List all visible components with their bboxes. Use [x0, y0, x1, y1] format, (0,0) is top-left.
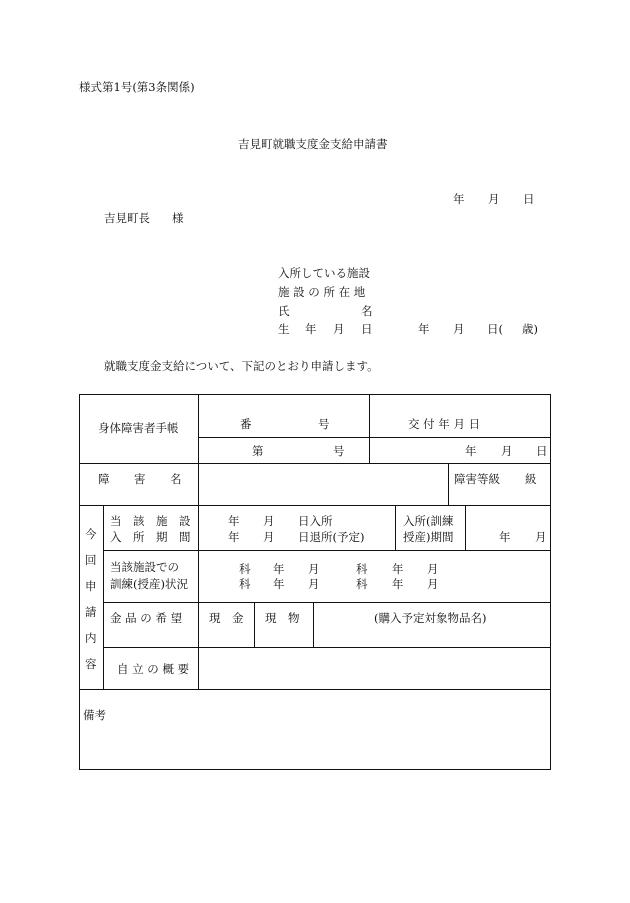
facility-address-label: 施 設 の 所 在 地	[278, 285, 366, 299]
date-year: 年	[453, 192, 465, 206]
disability-label-1: 障	[98, 472, 110, 486]
handbook-label: 身体障害者手帳	[98, 421, 179, 435]
disability-label-2: 害	[134, 472, 146, 486]
admission-day[interactable]: 日入所	[298, 514, 333, 528]
birth-year: 年	[418, 322, 430, 336]
birth-month: 月	[453, 322, 465, 336]
application-side-label-4: 請	[85, 605, 97, 619]
number-header-2: 号	[318, 417, 330, 431]
training-period-year[interactable]: 年	[499, 530, 511, 544]
birth-label-1: 生	[278, 322, 290, 336]
training-period-month[interactable]: 月	[535, 530, 547, 544]
cash-option[interactable]: 現 金	[209, 611, 244, 625]
admission-month[interactable]: 月	[263, 514, 275, 528]
discharge-year[interactable]: 年	[228, 530, 240, 544]
issue-year[interactable]: 年	[465, 444, 477, 458]
period-label-2: 入 所 期 間	[110, 530, 191, 544]
facility-label: 入所している施設	[278, 266, 370, 280]
birth-label-2: 年	[305, 322, 317, 336]
training-row2-dept-a[interactable]: 科	[239, 577, 251, 591]
period-label-1: 当 該 施 設	[110, 514, 191, 528]
number-header-1: 番	[240, 417, 252, 431]
date-month: 月	[488, 192, 500, 206]
name-label-1: 氏	[278, 304, 290, 318]
training-row2-year-b[interactable]: 年	[392, 577, 404, 591]
birth-label-4: 日	[361, 322, 373, 336]
training-row1-month-b[interactable]: 月	[427, 562, 439, 576]
handbook-number-1[interactable]: 第	[252, 444, 264, 458]
training-row1-dept-b[interactable]: 科	[356, 562, 368, 576]
discharge-month[interactable]: 月	[263, 530, 275, 544]
application-side-label-1: 今	[85, 527, 97, 541]
training-row2-dept-b[interactable]: 科	[356, 577, 368, 591]
training-period-label-1: 入所(訓練	[403, 514, 454, 528]
application-side-label-5: 内	[85, 631, 97, 645]
discharge-day[interactable]: 日退所(予定)	[298, 530, 365, 544]
training-status-label-2: 訓練(授産)状況	[110, 577, 188, 591]
remarks-label: 備考	[83, 708, 106, 722]
issue-month[interactable]: 月	[501, 444, 513, 458]
application-side-label-3: 申	[85, 579, 97, 593]
training-row2-year-a[interactable]: 年	[273, 577, 285, 591]
intro-text: 就職支度金支給について、下記のとおり申請します。	[104, 359, 379, 373]
training-row1-month-a[interactable]: 月	[308, 562, 320, 576]
issue-date-header: 交 付 年 月 日	[408, 417, 481, 431]
independence-summary-label: 自 立 の 概 要	[117, 662, 190, 676]
application-side-label-2: 回	[85, 553, 97, 567]
training-period-label-2: 授産)期間	[403, 530, 454, 544]
purchase-items-note: (購入予定対象物品名)	[374, 611, 487, 625]
disability-label-3: 名	[170, 472, 182, 486]
addressee-honorific: 様	[172, 211, 184, 225]
handbook-number-2[interactable]: 号	[333, 444, 345, 458]
birth-label-3: 月	[333, 322, 345, 336]
training-status-label-1: 当該施設での	[110, 560, 179, 574]
application-side-label-6: 容	[85, 657, 97, 671]
admission-year[interactable]: 年	[228, 514, 240, 528]
training-row2-month-a[interactable]: 月	[308, 577, 320, 591]
date-day: 日	[523, 192, 535, 206]
form-number: 様式第1号(第3条関係)	[79, 80, 195, 94]
goods-option[interactable]: 現 物	[265, 611, 300, 625]
name-label-2: 名	[361, 304, 373, 318]
issue-day[interactable]: 日	[536, 444, 548, 458]
training-row1-year-b[interactable]: 年	[392, 562, 404, 576]
training-row2-month-b[interactable]: 月	[427, 577, 439, 591]
training-row1-dept-a[interactable]: 科	[239, 562, 251, 576]
disability-grade-label: 障害等級	[454, 472, 500, 486]
training-row1-year-a[interactable]: 年	[273, 562, 285, 576]
disability-grade-unit[interactable]: 級	[525, 472, 537, 486]
addressee-name: 吉見町長	[104, 211, 150, 225]
goods-request-label: 金 品 の 希 望	[110, 611, 183, 625]
form-title: 吉見町就職支度金支給申請書	[238, 137, 388, 151]
birth-day: 日(	[487, 322, 503, 336]
birth-age: 歳)	[522, 322, 538, 336]
